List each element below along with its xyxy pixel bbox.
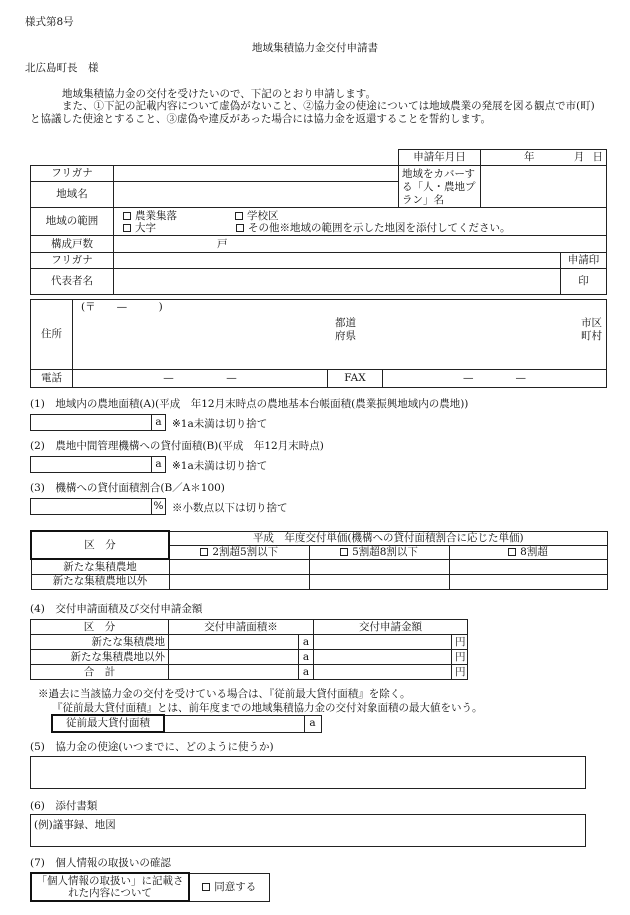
s1-unit: a bbox=[151, 414, 166, 431]
s4-row1-label: 新たな集積農地 bbox=[31, 635, 169, 650]
other-checkbox[interactable] bbox=[236, 224, 244, 232]
fax-field[interactable]: — — bbox=[383, 370, 607, 388]
max-lending-unit: a bbox=[304, 715, 321, 732]
rate-table bbox=[30, 530, 608, 590]
rate-col2-checkbox[interactable] bbox=[340, 548, 348, 556]
s4-row2-area[interactable] bbox=[169, 650, 299, 665]
s6-attachments-field[interactable] bbox=[30, 814, 586, 847]
privacy-agree: 同意する bbox=[189, 873, 269, 901]
area-name-label: 地域名 bbox=[31, 182, 114, 208]
s4-title: (4) 交付申請面積及び交付申請金額 bbox=[30, 603, 203, 615]
rate-row1-label: 新たな集積農地 bbox=[31, 559, 169, 574]
s5-title: (5) 協力金の使途(いつまでに、どのように使うか) bbox=[30, 741, 274, 753]
address-table bbox=[30, 299, 607, 388]
rate-col1: 2割超5割以下 bbox=[169, 545, 309, 559]
rate-row2-col3[interactable] bbox=[449, 574, 607, 589]
privacy-table bbox=[30, 872, 270, 902]
s4-row1-amount[interactable] bbox=[314, 635, 452, 650]
application-amount-table: 区 分 交付申請面積※ 交付申請金額 新たな集積農地 a 円 新たな集積農地以外 a 円 合 計 a 円 bbox=[30, 619, 468, 680]
max-lending-field[interactable] bbox=[164, 715, 304, 732]
area-name-field[interactable] bbox=[114, 182, 399, 208]
s1-note: ※1a未満は切り捨て bbox=[172, 418, 268, 430]
area-furigana-label: フリガナ bbox=[31, 166, 114, 182]
rate-col2: 5割超8割以下 bbox=[309, 545, 449, 559]
s4-total-label: 合 計 bbox=[31, 665, 169, 680]
s4-row2-amount[interactable] bbox=[314, 650, 452, 665]
rate-col3: 8割超 bbox=[449, 545, 607, 559]
postal-code: (〒 — ) bbox=[81, 301, 163, 313]
s4-kubun-header: 区 分 bbox=[31, 620, 169, 635]
address-label: 住所 bbox=[31, 300, 73, 370]
village-checkbox[interactable] bbox=[123, 212, 131, 220]
s6-example: (例)議事録、地図 bbox=[34, 819, 116, 831]
households-field[interactable]: 戸 bbox=[114, 236, 607, 253]
max-lending-table bbox=[51, 714, 322, 733]
s4-total-amount[interactable] bbox=[314, 665, 452, 680]
tel-label: 電話 bbox=[31, 370, 73, 388]
rate-header: 平成 年度交付単価(機構への貸付面積割合に応じた単価) bbox=[169, 531, 607, 545]
rate-kubun-header: 区 分 bbox=[31, 531, 169, 559]
seal-label: 申請印 bbox=[561, 253, 607, 269]
rate-row2-col1[interactable] bbox=[169, 574, 309, 589]
scope-options: 農業集落 学校区 大字 その他※地域の範囲を示した地図を添付してください。 bbox=[114, 208, 607, 236]
form-number: 様式第8号 bbox=[25, 16, 74, 28]
rate-col3-checkbox[interactable] bbox=[508, 548, 516, 556]
intro-line1: 地域集積協力金の交付を受けたいので、下記のとおり申請します。 bbox=[62, 88, 376, 100]
rep-name-label: 代表者名 bbox=[31, 269, 114, 295]
address-field[interactable]: (〒 — ) 都道 府県 市区 町村 bbox=[73, 300, 607, 370]
rate-row1-col3[interactable] bbox=[449, 559, 607, 574]
rate-row2-col2[interactable] bbox=[309, 574, 449, 589]
s2-title: (2) 農地中間管理機構への貸付面積(B)(平成 年12月末時点) bbox=[30, 440, 324, 452]
s4-row2-label: 新たな集積農地以外 bbox=[31, 650, 169, 665]
s3-title: (3) 機構への貸付面積割合(B／A＊100) bbox=[30, 482, 225, 494]
agree-checkbox[interactable] bbox=[202, 883, 210, 891]
s2-note: ※1a未満は切り捨て bbox=[172, 460, 268, 472]
plan-name-label: 地域をカバーする「人・農地プラン」名 bbox=[399, 166, 481, 208]
applicant-info-table bbox=[30, 149, 607, 295]
rep-name-field[interactable] bbox=[114, 269, 561, 295]
s4-area-header: 交付申請面積※ bbox=[169, 620, 314, 635]
s1-title: (1) 地域内の農地面積(A)(平成 年12月末時点の農地基本台帳面積(農業振興地域内の農地)) bbox=[30, 398, 469, 410]
plan-name-field[interactable] bbox=[481, 166, 607, 208]
rate-col1-checkbox[interactable] bbox=[200, 548, 208, 556]
document-title: 地域集積協力金交付申請書 bbox=[252, 42, 378, 54]
aza-checkbox[interactable] bbox=[123, 224, 131, 232]
s3-note: ※小数点以下は切り捨て bbox=[172, 502, 288, 514]
school-checkbox[interactable] bbox=[235, 212, 243, 220]
rep-furigana-field[interactable] bbox=[114, 253, 561, 269]
s4-note2: 『従前最大貸付面積』とは、前年度までの地域集積協力金の交付対象面積の最大値をいう。 bbox=[52, 702, 483, 714]
addressee: 北広島町長 様 bbox=[25, 62, 99, 74]
date-field[interactable]: 年 月 日 bbox=[481, 150, 607, 166]
s3-unit: % bbox=[151, 498, 166, 515]
s2-unit: a bbox=[151, 456, 166, 473]
seal-mark: 印 bbox=[561, 269, 607, 295]
s4-note1: ※過去に当該協力金の交付を受けている場合は、『従前最大貸付面積』を除く。 bbox=[38, 688, 411, 700]
s1-input[interactable] bbox=[30, 414, 166, 431]
households-label: 構成戸数 bbox=[31, 236, 114, 253]
date-label: 申請年月日 bbox=[399, 150, 481, 166]
s2-input[interactable] bbox=[30, 456, 166, 473]
rep-furigana-label: フリガナ bbox=[31, 253, 114, 269]
s4-total-area[interactable] bbox=[169, 665, 299, 680]
max-lending-label: 従前最大貸付面積 bbox=[52, 715, 164, 732]
privacy-label: 「個人情報の取扱い」に記載された内容について bbox=[31, 873, 189, 901]
area-furigana-field[interactable] bbox=[114, 166, 399, 182]
scope-label: 地域の範囲 bbox=[31, 208, 114, 236]
rate-row1-col1[interactable] bbox=[169, 559, 309, 574]
s3-input[interactable] bbox=[30, 498, 166, 515]
s4-amount-header: 交付申請金額 bbox=[314, 620, 468, 635]
s6-title: (6) 添付書類 bbox=[30, 800, 98, 812]
rate-row2-label: 新たな集積農地以外 bbox=[31, 574, 169, 589]
s7-title: (7) 個人情報の取扱いの確認 bbox=[30, 857, 171, 869]
fax-label: FAX bbox=[328, 370, 383, 388]
s5-usage-field[interactable] bbox=[30, 756, 586, 789]
s4-row1-area[interactable] bbox=[169, 635, 299, 650]
tel-field[interactable]: — — bbox=[73, 370, 328, 388]
intro-line2: また、①下記の記載内容について虚偽がないこと、②協力金の使途については地域農業の発展を図る観点で市(町)と協議した使途とすること、③虚偽や違反があった場合には協力金を返還することを誓約します。 bbox=[30, 100, 595, 125]
rate-row1-col2[interactable] bbox=[309, 559, 449, 574]
